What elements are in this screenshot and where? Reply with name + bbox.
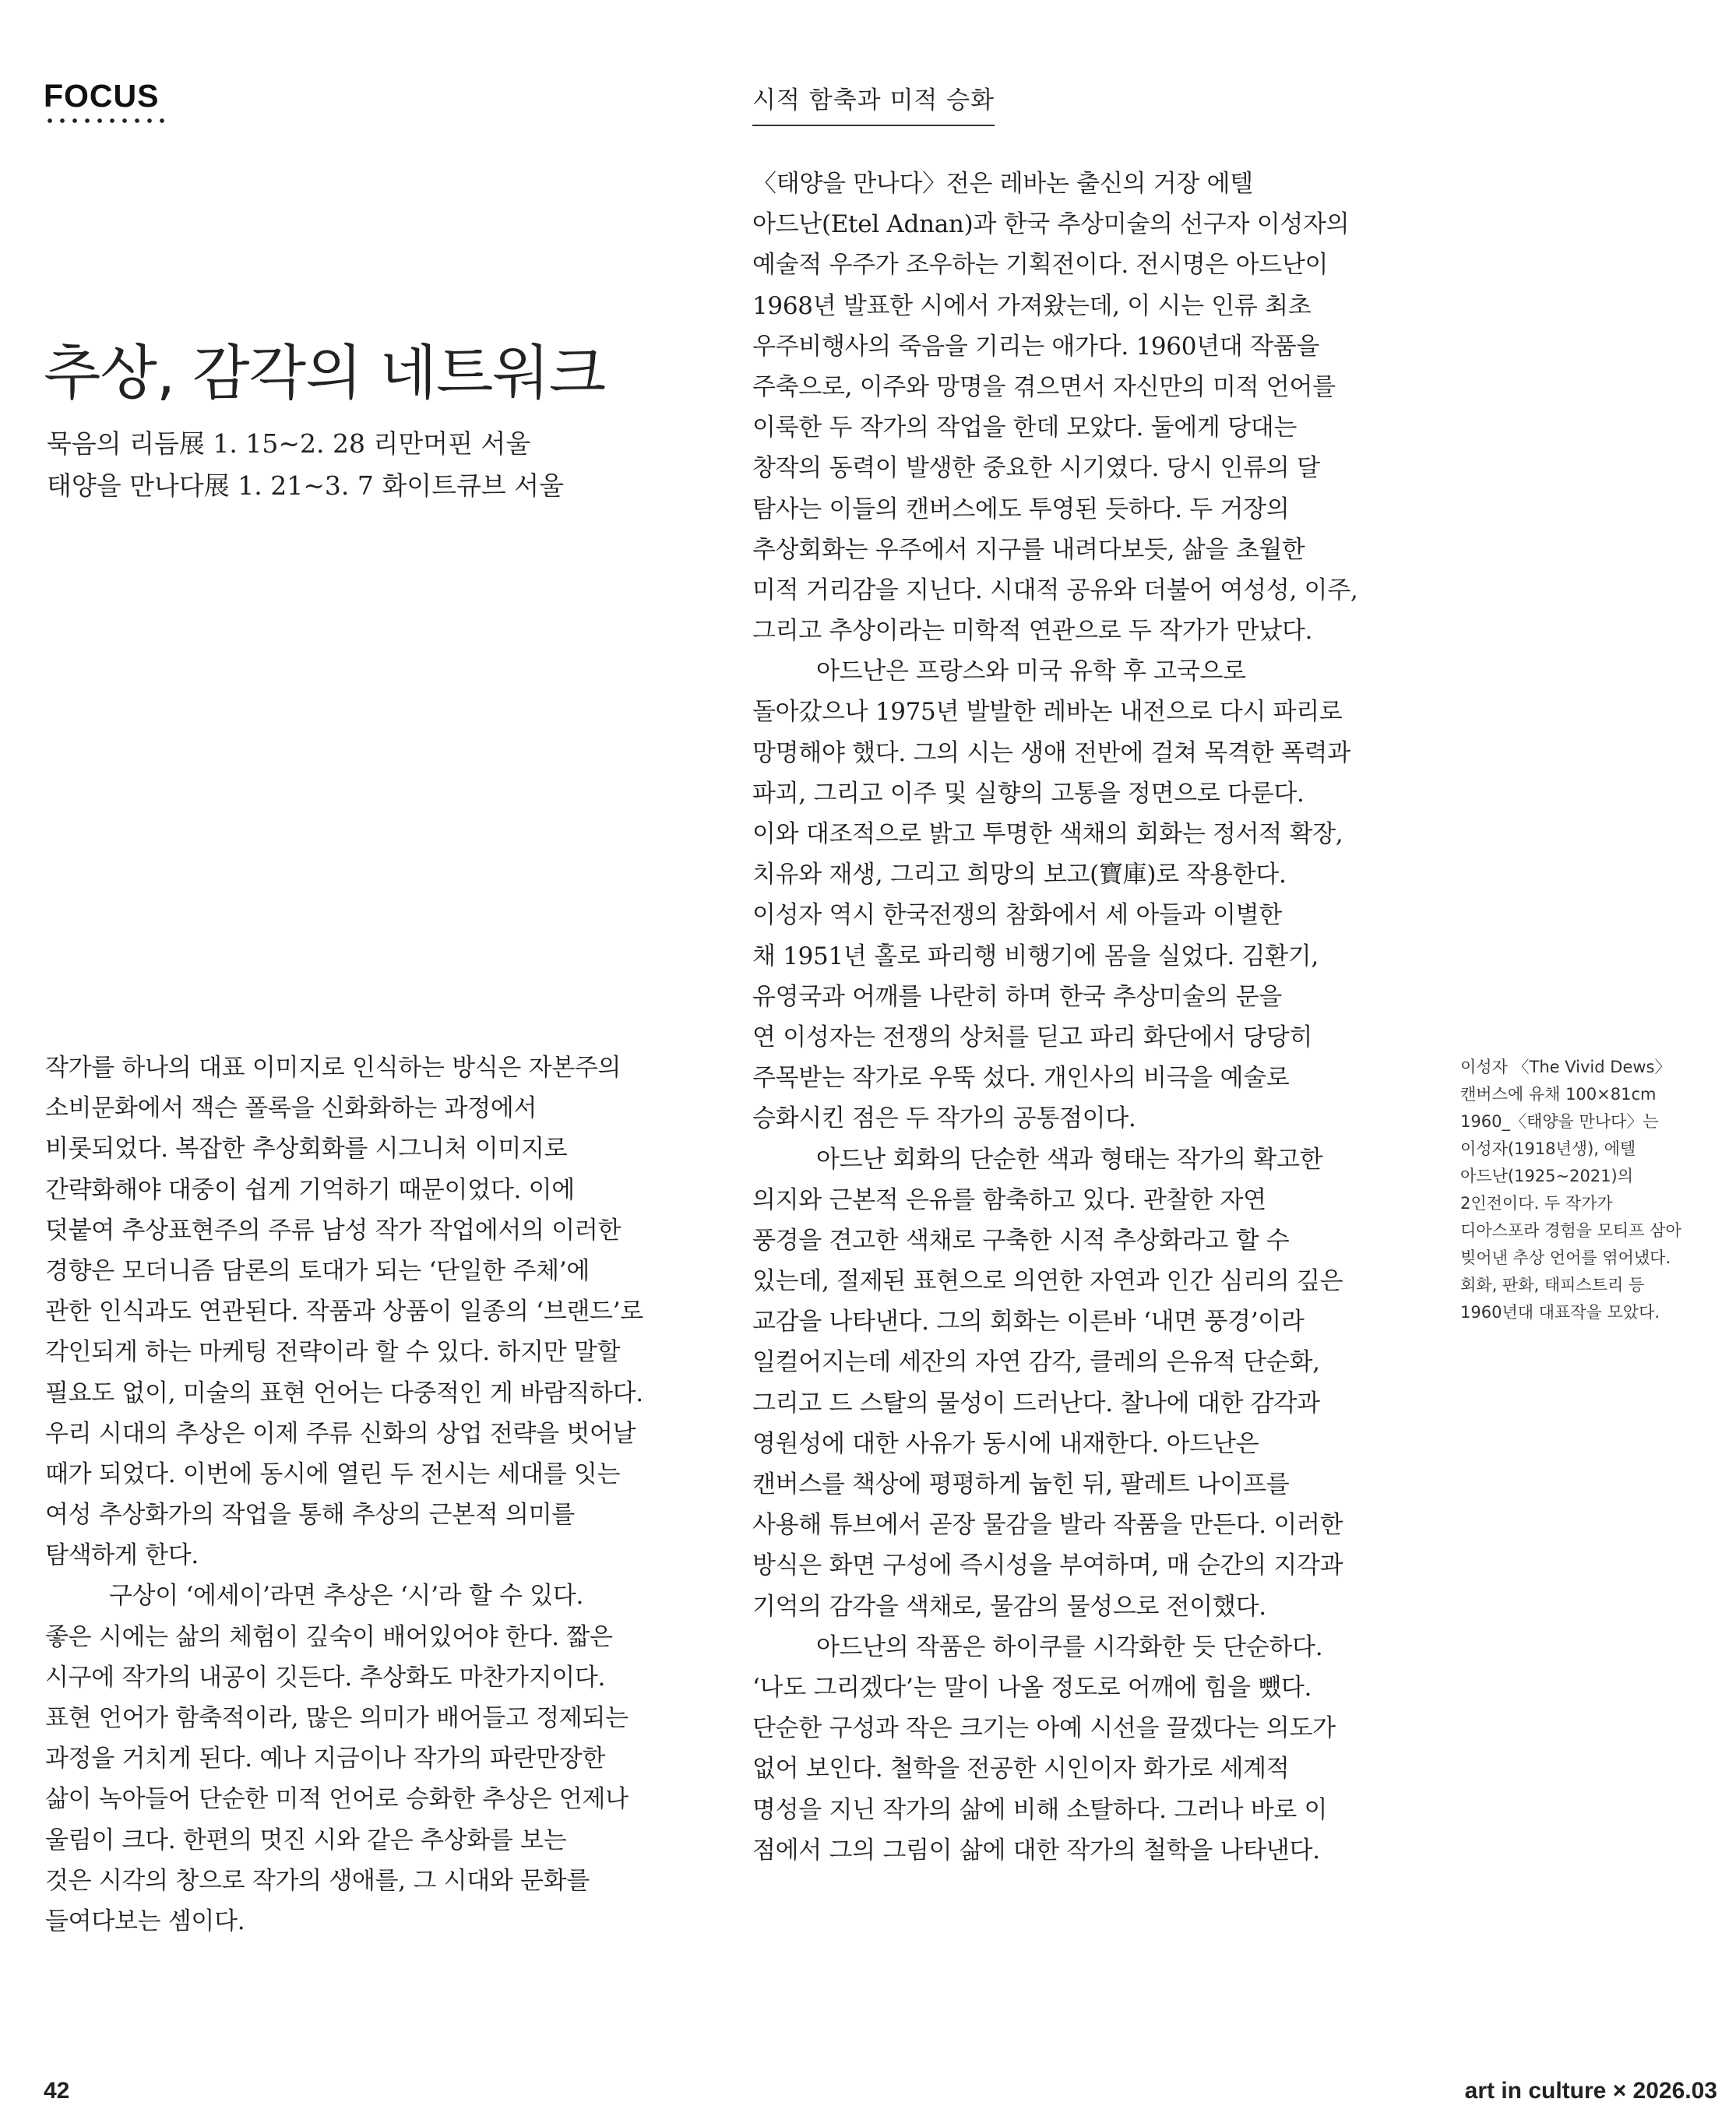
- body-line: 연 이성자는 전쟁의 상처를 딛고 파리 화단에서 당당히: [752, 1023, 1313, 1051]
- caption-line: 캔버스에 유채 100×81cm: [1460, 1085, 1657, 1104]
- body-line: 때가 되었다. 이번에 동시에 열린 두 전시는 세대를 잇는: [45, 1460, 621, 1488]
- body-line: 각인되게 하는 마케팅 전략이라 할 수 있다. 하지만 말할: [45, 1338, 621, 1367]
- caption-line: 1960_〈태양을 만나다〉는: [1460, 1112, 1659, 1131]
- caption-line: 이성자 〈The Vivid Dews〉: [1460, 1058, 1671, 1076]
- body-line: 덧붙여 추상표현주의 주류 남성 작가 작업에서의 이러한: [45, 1216, 622, 1245]
- body-line: 유영국과 어깨를 나란히 하며 한국 추상미술의 문을: [752, 982, 1282, 1011]
- body-line: 필요도 없이, 미술의 표현 언어는 다중적인 게 바람직하다.: [45, 1379, 643, 1407]
- body-line: 비롯되었다. 복잡한 추상회화를 시그니처 이미지로: [45, 1135, 568, 1164]
- caption-line: 디아스포라 경험을 모티프 삼아: [1460, 1221, 1681, 1240]
- body-line: 과정을 거치게 된다. 예나 지금이나 작가의 파란만장한: [45, 1745, 606, 1773]
- body-line: ‘나도 그리겠다’는 말이 나올 정도로 어깨에 힘을 뺐다.: [752, 1673, 1312, 1702]
- body-column-left: [45, 1048, 715, 1942]
- image-caption: [1460, 1054, 1725, 1326]
- exhibition-info: [47, 423, 564, 507]
- body-line: 구상이 ‘에세이’라면 추상은 ‘시’라 할 수 있다.: [109, 1582, 584, 1611]
- section-subtitle: 시적 함축과 미적 승화: [752, 80, 995, 126]
- body-line: 없어 보인다. 철학을 전공한 시인이자 화가로 세계적: [752, 1755, 1290, 1784]
- body-line: 미적 거리감을 지닌다. 시대적 공유와 더불어 여성성, 이주,: [752, 576, 1358, 604]
- body-line: 들여다보는 셈이다.: [45, 1907, 245, 1935]
- body-line: 사용해 튜브에서 곧장 물감을 발라 작품을 만든다. 이러한: [752, 1511, 1343, 1540]
- body-line: 있는데, 절제된 표현으로 의연한 자연과 인간 심리의 깊은: [752, 1267, 1343, 1296]
- body-line: 주목받는 작가로 우뚝 섰다. 개인사의 비극을 예술로: [752, 1064, 1290, 1093]
- body-line: 시구에 작가의 내공이 깃든다. 추상화도 마찬가지이다.: [45, 1663, 606, 1692]
- body-line: 아드난 회화의 단순한 색과 형태는 작가의 확고한: [816, 1145, 1323, 1174]
- body-line: 이성자 역시 한국전쟁의 참화에서 세 아들과 이별한: [752, 901, 1282, 930]
- body-line: 단순한 구성과 작은 크기는 아예 시선을 끌겠다는 의도가: [752, 1714, 1336, 1743]
- body-line: 좋은 시에는 삶의 체험이 깊숙이 배어있어야 한다. 짧은: [45, 1622, 613, 1651]
- caption-line: 회화, 판화, 태피스트리 등: [1460, 1276, 1645, 1294]
- body-line: 1968년 발표한 시에서 가져왔는데, 이 시는 인류 최초: [752, 291, 1312, 320]
- caption-line: 1960년대 대표작을 모았다.: [1460, 1303, 1660, 1322]
- body-line: 우주비행사의 죽음을 기리는 애가다. 1960년대 작품을: [752, 332, 1319, 361]
- body-line: 아드난은 프랑스와 미국 유학 후 고국으로: [816, 657, 1246, 686]
- body-line: 예술적 우주가 조우하는 기획전이다. 전시명은 아드난이: [752, 251, 1329, 280]
- body-line: 탐사는 이들의 캔버스에도 투영된 듯하다. 두 거장의: [752, 495, 1290, 523]
- body-line: 〈태양을 만나다〉전은 레바논 출신의 거장 에텔: [752, 170, 1253, 198]
- body-line: 풍경을 견고한 색채로 구축한 시적 추상화라고 할 수: [752, 1226, 1290, 1255]
- body-line: 아드난의 작품은 하이쿠를 시각화한 듯 단순하다.: [816, 1632, 1323, 1661]
- body-line: 주축으로, 이주와 망명을 겪으면서 자신만의 미적 언어를: [752, 372, 1336, 401]
- caption-line: 아드난(1925~2021)의: [1460, 1167, 1634, 1185]
- body-line: 명성을 지닌 작가의 삶에 비해 소탈하다. 그러나 바로 이: [752, 1795, 1328, 1824]
- exhibition-line: 묵음의 리듬展 1. 15~2. 28 리만머핀 서울: [47, 428, 531, 459]
- body-line: 아드난(Etel Adnan)과 한국 추상미술의 선구자 이성자의: [752, 210, 1350, 239]
- body-line: 표현 언어가 함축적이라, 많은 의미가 배어들고 정제되는: [45, 1704, 629, 1732]
- body-line: 경향은 모더니즘 담론의 토대가 되는 ‘단일한 주체’에: [45, 1256, 590, 1285]
- body-line: 망명해야 했다. 그의 시는 생애 전반에 걸쳐 목격한 폭력과: [752, 738, 1350, 767]
- body-line: 창작의 동력이 발생한 중요한 시기였다. 당시 인류의 달: [752, 454, 1320, 483]
- section-label-focus: FOCUS: [44, 78, 160, 114]
- body-column-right: [752, 164, 1438, 1871]
- body-line: 것은 시각의 창으로 작가의 생애를, 그 시대와 문화를: [45, 1866, 590, 1895]
- dotted-underline: [44, 118, 168, 124]
- body-line: 치유와 재생, 그리고 희망의 보고(寶庫)로 작용한다.: [752, 861, 1287, 889]
- body-line: 승화시킨 점은 두 작가의 공통점이다.: [752, 1104, 1136, 1133]
- body-line: 점에서 그의 그림이 삶에 대한 작가의 철학을 나타낸다.: [752, 1836, 1320, 1865]
- body-line: 소비문화에서 잭슨 폴록을 신화화하는 과정에서: [45, 1094, 537, 1123]
- body-line: 관한 인식과도 연관된다. 작품과 상품이 일종의 ‘브랜드’로: [45, 1298, 643, 1326]
- body-line: 기억의 감각을 색채로, 물감의 물성으로 전이했다.: [752, 1592, 1266, 1621]
- body-line: 이룩한 두 작가의 작업을 한데 모았다. 둘에게 당대는: [752, 414, 1297, 442]
- caption-line: 빚어낸 추상 언어를 엮어냈다.: [1460, 1248, 1671, 1267]
- body-line: 캔버스를 책상에 평평하게 눕힌 뒤, 팔레트 나이프를: [752, 1470, 1290, 1498]
- body-line: 우리 시대의 추상은 이제 주류 신화의 상업 전략을 벗어날: [45, 1419, 636, 1448]
- body-line: 추상회화는 우주에서 지구를 내려다보듯, 삶을 초월한: [752, 535, 1305, 564]
- article-title: 추상, 감각의 네트워크: [44, 338, 606, 407]
- body-line: 돌아갔으나 1975년 발발한 레바논 내전으로 다시 파리로: [752, 698, 1343, 727]
- caption-line: 이성자(1918년생), 에텔: [1460, 1139, 1636, 1158]
- body-line: 이와 대조적으로 밝고 투명한 색채의 회화는 정서적 확장,: [752, 820, 1343, 848]
- body-line: 그리고 드 스탈의 물성이 드러난다. 찰나에 대한 감각과: [752, 1389, 1320, 1417]
- body-line: 울림이 크다. 한편의 멋진 시와 같은 추상화를 보는: [45, 1826, 567, 1854]
- body-line: 채 1951년 홀로 파리행 비행기에 몸을 실었다. 김환기,: [752, 942, 1319, 970]
- body-line: 의지와 근본적 은유를 함축하고 있다. 관찰한 자연: [752, 1185, 1266, 1214]
- body-line: 삶이 녹아들어 단순한 미적 언어로 승화한 추상은 언제나: [45, 1785, 629, 1814]
- body-line: 작가를 하나의 대표 이미지로 인식하는 방식은 자본주의: [45, 1054, 622, 1082]
- caption-line: 2인전이다. 두 작가가: [1460, 1194, 1613, 1213]
- body-line: 파괴, 그리고 이주 및 실향의 고통을 정면으로 다룬다.: [752, 779, 1305, 808]
- body-line: 일컬어지는데 세잔의 자연 감각, 클레의 은유적 단순화,: [752, 1348, 1320, 1377]
- magazine-issue: art in culture × 2026.03: [1464, 2078, 1717, 2104]
- page-number: 42: [44, 2078, 70, 2104]
- body-line: 교감을 나타낸다. 그의 회화는 이른바 ‘내면 풍경’이라: [752, 1308, 1305, 1336]
- body-line: 간략화해야 대중이 쉽게 기억하기 때문이었다. 이에: [45, 1175, 575, 1204]
- body-line: 탐색하게 한다.: [45, 1541, 199, 1570]
- body-line: 방식은 화면 구성에 즉시성을 부여하며, 매 순간의 지각과: [752, 1551, 1343, 1580]
- body-line: 그리고 추상이라는 미학적 연관으로 두 작가가 만났다.: [752, 617, 1313, 646]
- body-line: 여성 추상화가의 작업을 통해 추상의 근본적 의미를: [45, 1501, 575, 1530]
- exhibition-line: 태양을 만나다展 1. 21~3. 7 화이트큐브 서울: [47, 470, 564, 501]
- body-line: 영원성에 대한 사유가 동시에 내재한다. 아드난은: [752, 1429, 1259, 1458]
